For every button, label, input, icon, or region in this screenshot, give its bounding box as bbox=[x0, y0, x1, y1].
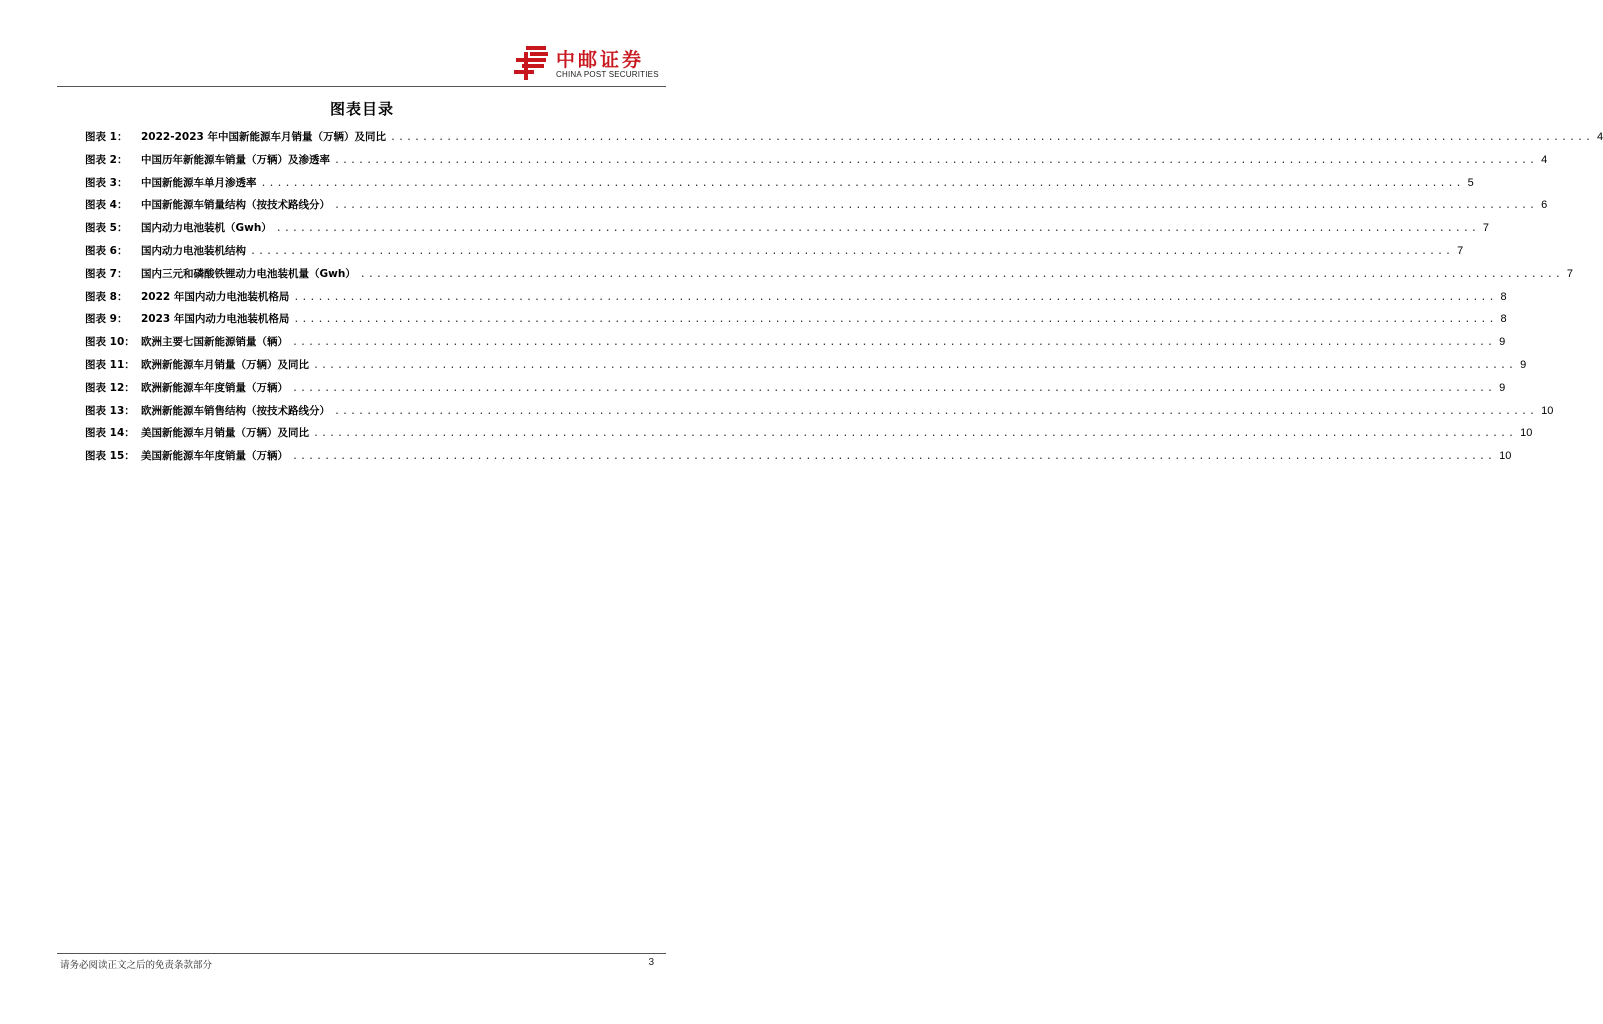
toc-entry[interactable] bbox=[85, 172, 1474, 195]
toc-entry-title: 美国新能源车年度销量（万辆） bbox=[141, 450, 288, 463]
toc-entry-label: 图表 10： bbox=[85, 336, 135, 349]
toc-entry-title: 2022 年国内动力电池装机格局 bbox=[141, 290, 290, 303]
toc-entry[interactable] bbox=[85, 445, 1512, 468]
toc-entry-label: 图表 3： bbox=[85, 176, 128, 189]
toc-entry-page: 8 bbox=[1500, 290, 1507, 303]
page-header bbox=[0, 0, 724, 90]
toc-entry[interactable] bbox=[85, 263, 1573, 286]
toc-entry-label: 图表 8： bbox=[85, 290, 128, 303]
toc-entry[interactable] bbox=[85, 126, 1603, 149]
toc-entry[interactable] bbox=[85, 286, 1507, 309]
toc-entry[interactable] bbox=[85, 240, 1464, 263]
toc-entry-title: 欧洲主要七国新能源销量（辆） bbox=[141, 336, 288, 349]
toc-leader-dots bbox=[313, 355, 1516, 378]
toc-list bbox=[85, 126, 1603, 468]
toc-entry[interactable] bbox=[85, 308, 1507, 331]
toc-title: 图表目录 bbox=[329, 100, 394, 118]
toc-leader-dots bbox=[313, 423, 1516, 446]
toc-entry-page: 4 bbox=[1541, 153, 1548, 166]
toc-entry[interactable] bbox=[85, 331, 1506, 354]
toc-leader-dots bbox=[292, 332, 1495, 355]
toc-entry-title: 欧洲新能源车年度销量（万辆） bbox=[141, 381, 288, 394]
toc-entry-label: 图表 12： bbox=[85, 381, 135, 394]
footer-divider bbox=[57, 953, 666, 954]
toc-entry-label: 图表 11： bbox=[85, 358, 135, 371]
toc-entry-title: 欧洲新能源车销售结构（按技术路线分） bbox=[141, 404, 330, 417]
toc-leader-dots bbox=[292, 378, 1495, 401]
logo-english-name: CHINA POST SECURITIES bbox=[556, 70, 659, 79]
toc-leader-dots bbox=[293, 287, 1496, 310]
toc-leader-dots bbox=[276, 218, 1479, 241]
toc-entry-label: 图表 14： bbox=[85, 427, 135, 440]
toc-entry[interactable] bbox=[85, 400, 1554, 423]
toc-entry-label: 图表 5： bbox=[85, 222, 128, 235]
toc-entry-label: 图表 9： bbox=[85, 313, 128, 326]
toc-entry-page: 5 bbox=[1467, 176, 1474, 189]
toc-entry-page: 7 bbox=[1482, 222, 1489, 235]
toc-leader-dots bbox=[390, 127, 1593, 150]
toc-leader-dots bbox=[334, 150, 1537, 173]
toc-entry[interactable] bbox=[85, 354, 1527, 377]
toc-entry-page: 8 bbox=[1500, 313, 1507, 326]
toc-entry-title: 国内动力电池装机结构 bbox=[141, 244, 246, 257]
toc-entry-title: 欧洲新能源车月销量（万辆）及同比 bbox=[141, 358, 309, 371]
footer-disclaimer: 请务必阅读正文之后的免责条款部分 bbox=[60, 960, 213, 971]
company-logo bbox=[512, 44, 672, 84]
toc-leader-dots bbox=[334, 401, 1537, 424]
toc-entry-label: 图表 15： bbox=[85, 450, 135, 463]
toc-entry-page: 7 bbox=[1566, 267, 1573, 280]
toc-entry-label: 图表 6： bbox=[85, 244, 128, 257]
toc-entry-title: 中国新能源车单月渗透率 bbox=[141, 176, 257, 189]
toc-entry-page: 6 bbox=[1541, 199, 1548, 212]
toc-leader-dots bbox=[293, 309, 1496, 332]
toc-entry-page: 7 bbox=[1457, 244, 1464, 257]
toc-entry-title: 国内动力电池装机（Gwh） bbox=[141, 222, 272, 235]
toc-entry-label: 图表 4： bbox=[85, 199, 128, 212]
toc-entry-page: 10 bbox=[1520, 427, 1533, 440]
toc-entry-title: 美国新能源车月销量（万辆）及同比 bbox=[141, 427, 309, 440]
toc-entry-label: 图表 2： bbox=[85, 153, 128, 166]
toc-entry-page: 4 bbox=[1597, 131, 1603, 143]
toc-entry[interactable] bbox=[85, 377, 1506, 400]
toc-entry-title: 2023 年国内动力电池装机格局 bbox=[141, 313, 290, 326]
china-post-logo-icon bbox=[512, 44, 550, 82]
logo-chinese-name: 中邮证券 bbox=[556, 49, 645, 71]
toc-entry-title: 中国新能源车销量结构（按技术路线分） bbox=[141, 199, 330, 212]
toc-entry-title: 2022-2023 年中国新能源车月销量（万辆）及同比 bbox=[141, 131, 386, 143]
footer-page-number: 3 bbox=[648, 957, 654, 968]
toc-entry[interactable] bbox=[85, 194, 1548, 217]
toc-entry-page: 10 bbox=[1499, 450, 1512, 463]
toc-entry-label: 图表 1： bbox=[85, 131, 128, 143]
toc-entry-page: 9 bbox=[1499, 381, 1506, 394]
toc-leader-dots bbox=[292, 446, 1495, 469]
toc-entry[interactable] bbox=[85, 422, 1533, 445]
toc-leader-dots bbox=[334, 195, 1537, 218]
toc-entry-page: 10 bbox=[1541, 404, 1554, 417]
header-divider bbox=[57, 86, 666, 87]
toc-entry[interactable] bbox=[85, 149, 1548, 172]
toc-entry[interactable] bbox=[85, 217, 1489, 240]
toc-entry-label: 图表 7： bbox=[85, 267, 128, 280]
toc-entry-page: 9 bbox=[1520, 358, 1527, 371]
toc-leader-dots bbox=[250, 241, 1453, 264]
toc-entry-page: 9 bbox=[1499, 336, 1506, 349]
toc-entry-title: 国内三元和磷酸铁锂动力电池装机量（Gwh） bbox=[141, 267, 356, 280]
toc-entry-title: 中国历年新能源车销量（万辆）及渗透率 bbox=[141, 153, 330, 166]
toc-leader-dots bbox=[360, 264, 1563, 287]
toc-entry-label: 图表 13： bbox=[85, 404, 135, 417]
toc-leader-dots bbox=[261, 173, 1464, 196]
